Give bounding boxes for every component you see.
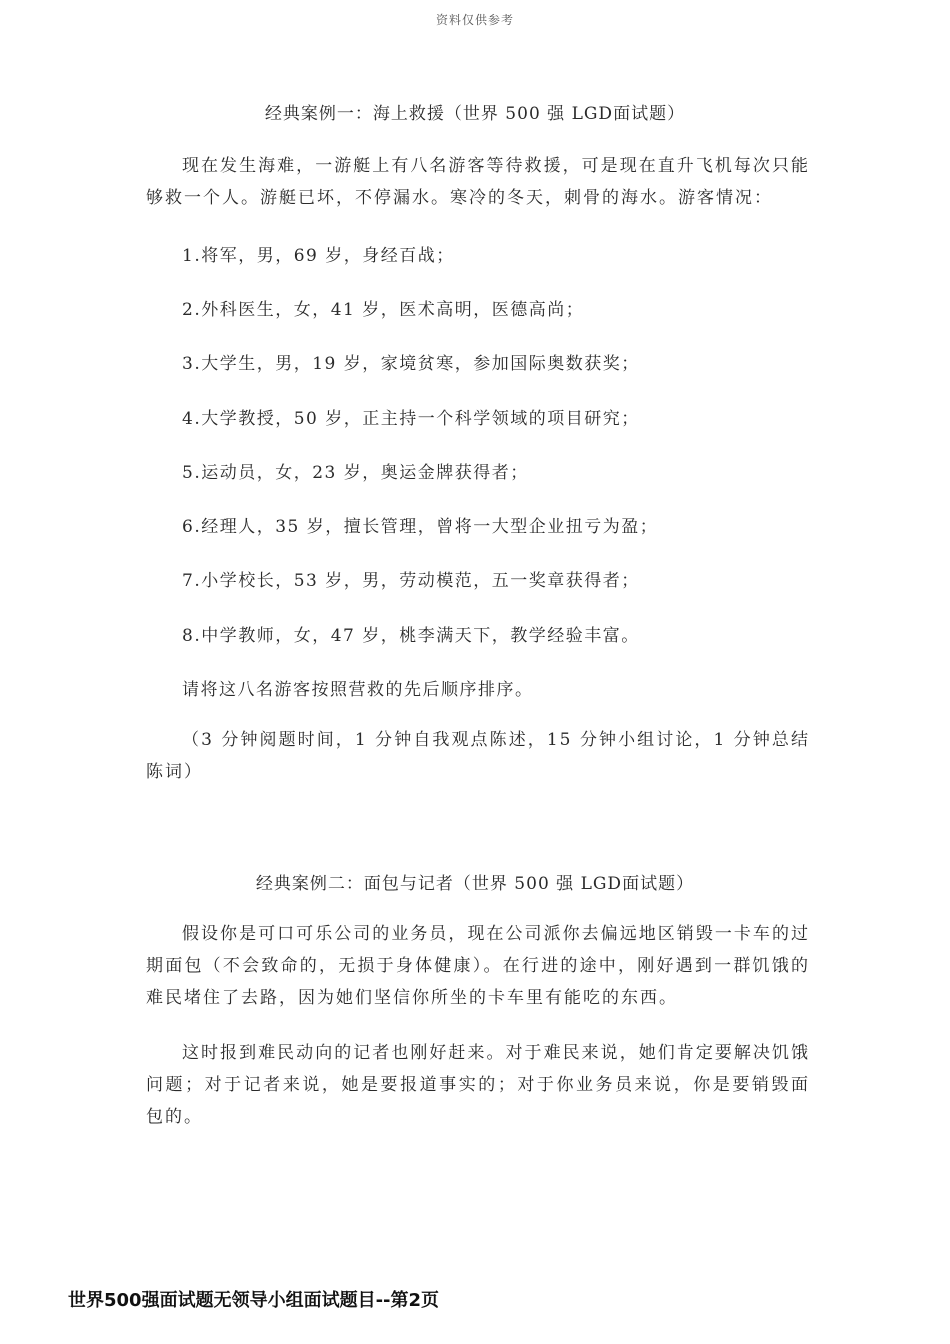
case1-item: 4.大学教授，50 岁，正主持一个科学领域的项目研究；: [182, 409, 640, 429]
case1-item: 5.运动员，女，23 岁，奥运金牌获得者；: [182, 463, 529, 483]
case1-item: 3.大学生，男，19 岁，家境贫寒，参加国际奥数获奖；: [182, 354, 640, 374]
page-header: 资料仅供参考: [435, 13, 514, 27]
case1-task: 请将这八名游客按照营救的先后顺序排序。: [182, 680, 534, 700]
case1-item: 8.中学教师，女，47 岁，桃李满天下，教学经验丰富。: [182, 626, 640, 646]
case2-paragraph-1: 假设你是可口可乐公司的业务员，现在公司派你去偏远地区销毁一卡车的过期面包（不会致命的，无损于身体健康）。在行进的途中，刚好遇到一群饥饿的难民堵住了去路，因为她们坚信你所坐的卡车里有能吃的东西。: [146, 924, 810, 1008]
case1-timing: （3 分钟阅题时间，1 分钟自我观点陈述，15 分钟小组讨论，1 分钟总结陈词）: [146, 730, 810, 782]
case2-title: 经典案例二：面包与记者（世界 500 强 LGD面试题）: [255, 874, 695, 894]
case2-paragraph-2: 这时报到难民动向的记者也刚好赶来。对于难民来说，她们肯定要解决饥饿问题；对于记者来说，她是要报道事实的；对于你业务员来说，你是要销毁面包的。: [146, 1043, 810, 1127]
case1-intro: 现在发生海难，一游艇上有八名游客等待救援，可是现在直升飞机每次只能够救一个人。游艇已坏，不停漏水。寒冷的冬天，刺骨的海水。游客情况：: [146, 156, 810, 208]
case1-item: 2.外科医生，女，41 岁，医术高明，医德高尚；: [182, 300, 585, 320]
case1-title: 经典案例一：海上救援（世界 500 强 LGD面试题）: [264, 104, 686, 124]
case1-item: 7.小学校长，53 岁，男，劳动模范，五一奖章获得者；: [182, 571, 640, 591]
case1-item: 6.经理人，35 岁，擅长管理，曾将一大型企业扭亏为盈；: [182, 517, 659, 537]
page-footer: 世界500强面试题无领导小组面试题目--第2页: [68, 1290, 440, 1311]
case1-item: 1.将军，男，69 岁，身经百战；: [182, 246, 455, 266]
